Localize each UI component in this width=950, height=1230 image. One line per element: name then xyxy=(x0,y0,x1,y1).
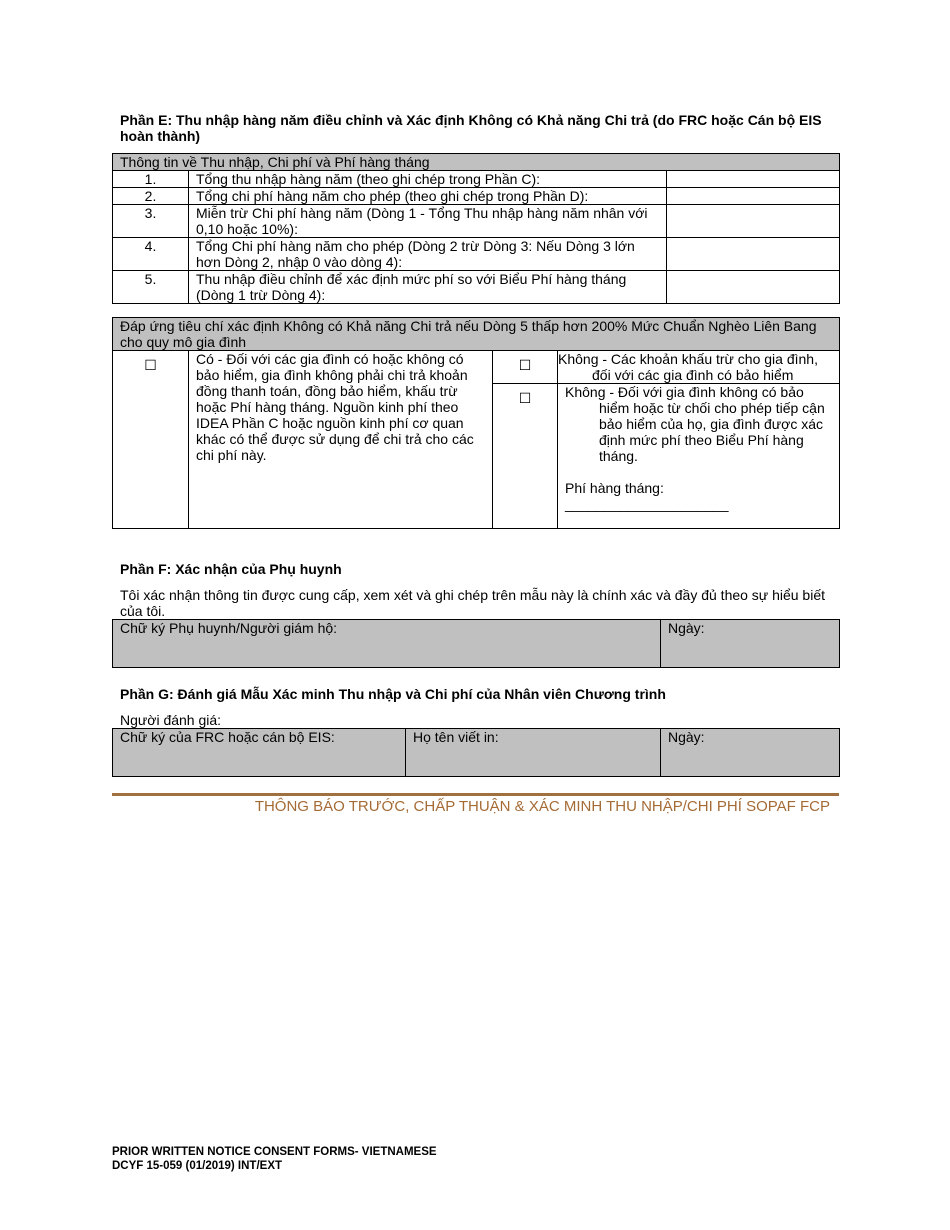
table-row xyxy=(113,188,840,205)
parent-signature-table xyxy=(112,619,840,668)
row-number: 4. xyxy=(113,238,189,271)
form-banner-title: THÔNG BÁO TRƯỚC, CHẤP THUẬN & XÁC MINH THU NHẬP/CHI PHÍ SOPAF FCP xyxy=(254,798,830,815)
section-f-heading: Phần F: Xác nhận của Phụ huynh xyxy=(120,561,342,577)
row-value-field[interactable] xyxy=(667,271,840,304)
reviewer-date-field[interactable]: Ngày: xyxy=(661,729,840,777)
row-value-field[interactable] xyxy=(667,205,840,238)
row-label: Tổng Chi phí hàng năm cho phép (Dòng 2 trừ Dòng 3: Nếu Dòng 3 lớn hơn Dòng 2, nhập 0 vào dòng 4): xyxy=(189,238,667,271)
accent-rule xyxy=(112,793,839,796)
section-g-heading: Phần G: Đánh giá Mẫu Xác minh Thu nhập và Chi phí của Nhân viên Chương trình xyxy=(120,686,666,702)
no-fee-checkbox[interactable]: ☐ xyxy=(493,384,558,529)
no-deductible-text: Không - Các khoản khấu trừ cho gia đình, đối với các gia đình có bảo hiểm xyxy=(558,351,840,384)
criteria-table xyxy=(112,317,840,529)
yes-option-text: Có - Đối với các gia đình có hoặc không có bảo hiểm, gia đình không phải chi trả khoản đồng thanh toán, đồng bảo hiểm, khấu trừ hoặc Phí hàng tháng. Nguồn kinh phí theo IDEA Phần C hoặc nguồn kinh phí cơ quan khác có thể được sử dụng để chi trả cho các chi phí này. xyxy=(189,351,493,529)
reviewer-label: Người đánh giá: xyxy=(120,712,222,728)
income-table-title: Thông tin về Thu nhập, Chi phí và Phí hàng tháng xyxy=(113,154,840,171)
criteria-title: Đáp ứng tiêu chí xác định Không có Khả năng Chi trả nếu Dòng 5 thấp hơn 200% Mức Chuẩn Nghèo Liên Bang cho quy mô gia đình xyxy=(113,318,840,351)
row-number: 1. xyxy=(113,171,189,188)
row-label: Miễn trừ Chi phí hàng năm (Dòng 1 - Tổng Thu nhập hàng năm nhân với 0,10 hoặc 10%): xyxy=(189,205,667,238)
row-number: 3. xyxy=(113,205,189,238)
row-number: 5. xyxy=(113,271,189,304)
no-deductible-checkbox[interactable]: ☐ xyxy=(493,351,558,384)
parent-date-field[interactable]: Ngày: xyxy=(661,620,840,668)
footer-form-name: PRIOR WRITTEN NOTICE CONSENT FORMS- VIETNAMESE xyxy=(112,1146,437,1158)
reviewer-table xyxy=(112,728,840,777)
row-value-field[interactable] xyxy=(667,171,840,188)
monthly-fee-field[interactable]: _____________________ xyxy=(565,496,729,512)
table-row xyxy=(113,271,840,304)
row-label: Tổng thu nhập hàng năm (theo ghi chép trong Phần C): xyxy=(189,171,667,188)
row-label: Tổng chi phí hàng năm cho phép (theo ghi chép trong Phần D): xyxy=(189,188,667,205)
no-fee-text: Không - Đối với gia đình không có bảo hiểm hoặc từ chối cho phép tiếp cận bảo hiểm của họ, gia đình được xác định mức phí theo Biểu Phí hàng tháng. xyxy=(565,384,825,464)
parent-statement: Tôi xác nhận thông tin được cung cấp, xem xét và ghi chép trên mẫu này là chính xác và đầy đủ theo sự hiểu biết của tôi. xyxy=(120,587,826,619)
income-table xyxy=(112,153,840,304)
reviewer-signature-field[interactable]: Chữ ký của FRC hoặc cán bộ EIS: xyxy=(113,729,406,777)
row-value-field[interactable] xyxy=(667,238,840,271)
monthly-fee-label: Phí hàng tháng: xyxy=(565,480,664,496)
table-row xyxy=(113,205,840,238)
row-label: Thu nhập điều chỉnh để xác định mức phí so với Biểu Phí hàng tháng (Dòng 1 trừ Dòng 4): xyxy=(189,271,667,304)
section-e-heading: Phần E: Thu nhập hàng năm điều chỉnh và Xác định Không có Khả năng Chi trả (do FRC hoặc Cán bộ EIS hoàn thành) xyxy=(120,112,822,144)
parent-signature-field[interactable]: Chữ ký Phụ huynh/Người giám hộ: xyxy=(113,620,661,668)
yes-checkbox[interactable]: ☐ xyxy=(113,351,189,529)
footer-form-number: DCYF 15-059 (01/2019) INT/EXT xyxy=(112,1160,283,1172)
table-row xyxy=(113,171,840,188)
table-row xyxy=(113,238,840,271)
printed-name-field[interactable]: Họ tên viết in: xyxy=(406,729,661,777)
row-value-field[interactable] xyxy=(667,188,840,205)
row-number: 2. xyxy=(113,188,189,205)
